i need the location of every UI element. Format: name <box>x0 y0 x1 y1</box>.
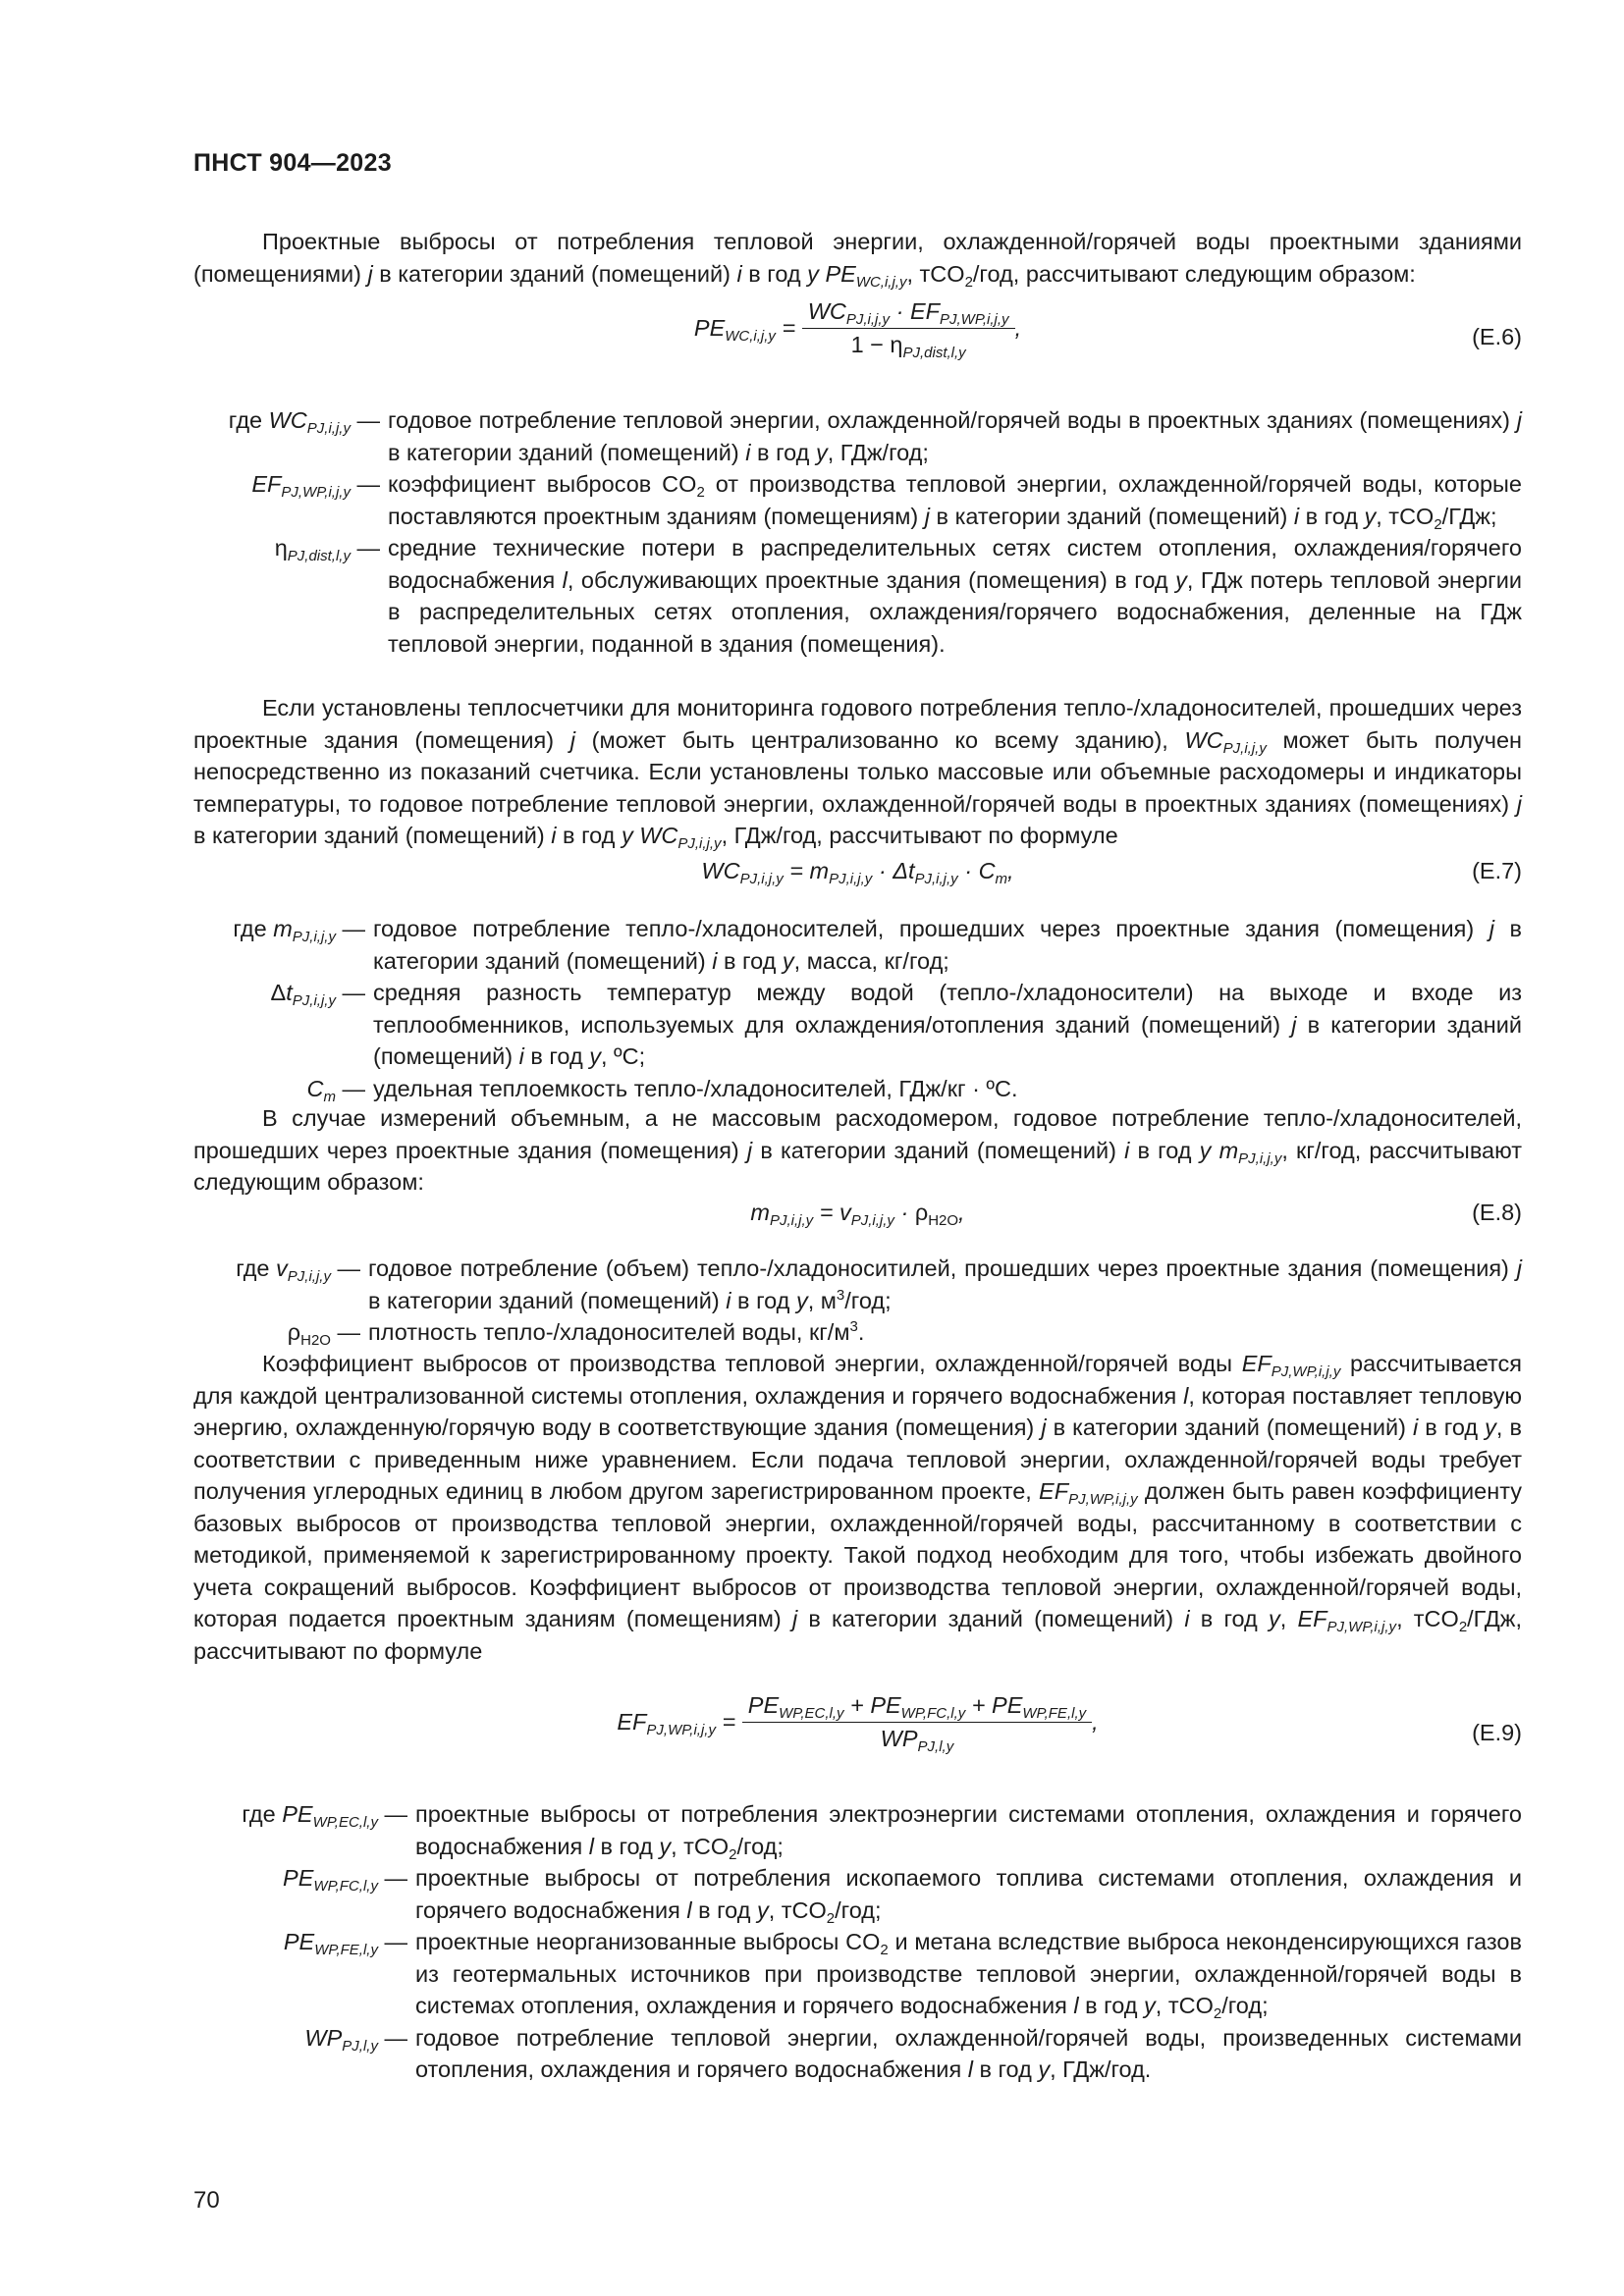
paragraph-volume: В случае измерений объемным, а не массовым расходомером, годовое потребление тепло-/хладоносителей, прошедших через проектные здания (помещения) j в категории зданий (помещений) i в год y $m_{PJ,i,j,y}$, кг/год, рассчитывают следующим образом: <box>193 1105 1522 1195</box>
equation-e7: $WC_{PJ,i,j,y} = m_{PJ,i,j,y} \cdot \Delta t_{PJ,i,j,y} \cdot C_m$, (Е.7) <box>701 858 1522 887</box>
equation-e9: $EF_{PJ,WP,i,j,y}$ = $\frac{PE_{WP,EC,l,y} + PE_{WP,FC,l,y} + PE_{WP,FE,l,y}}{WP_{PJ,l,y}}$ , (Е.9) <box>617 1692 1522 1755</box>
definition-item: $\eta_{PJ,dist,l,y}$ — средние технические потери в распределительных сетях систем отопления, охлаждения/горячего водоснабжения l, обслуживающих проектные здания (помещения) в год y, ГДж потерь тепловой энергии в распределительных сетях отопления, охлаждения/горячего водоснабжения, деленные на ГДж тепловой энергии, поданной в здания (помещения). <box>274 535 1522 657</box>
definitions-e6 <box>193 404 1522 660</box>
definition-item: $C_m$ — удельная теплоемкость тепло-/хладоносителей, ГДж/кг · ºС. <box>306 1075 1018 1105</box>
definition-item: где $PE_{WP,EC,l,y}$ — проектные выбросы от потребления электроэнергии системами отопления, охлаждения и горячего водоснабжения l в год y, тCO$_2$/год; <box>242 1801 1522 1863</box>
definition-item: где $v_{PJ,i,j,y}$ — годовое потребление (объем) тепло-/хладоноситилей, прошедших через проектные здания (помещения) j в категории зданий (помещений) i в год y, $м^3$/год; <box>236 1255 1522 1313</box>
definitions-e9 <box>193 1798 1522 2086</box>
definitions-e8 <box>193 1253 1522 1349</box>
definition-item: $WP_{PJ,l,y}$ — годовое потребление тепловой энергии, охлажденной/горячей воды, произведенных системами отопления, охлаждения и горячего водоснабжения l в год y, ГДж/год. <box>304 2024 1522 2082</box>
page-number: 70 <box>193 2187 220 2214</box>
equation-number: (Е.6) <box>1472 324 1522 349</box>
equation-number: (Е.9) <box>1472 1720 1522 1745</box>
equation-number: (Е.8) <box>1472 1200 1522 1225</box>
paragraph-meters: Если установлены теплосчетчики для мониторинга годового потребления тепло-/хладоносителей, прошедших через проектные здания (помещения) j (может быть централизованно ко всему зданию), $WC_{PJ,i,j,y}$ может быть получен непосредственно из показаний счетчика. Если установлены только массовые или объемные расходомеры и индикаторы температуры, то годовое потребление тепловой энергии, охлажденной/горячей воды в проектных зданиях (помещениях) j в категории зданий (помещений) i в год y $WC_{PJ,i,j,y}$, ГДж/год, рассчитывают по формуле <box>193 695 1523 852</box>
definition-item: $PE_{WP,FE,l,y}$ — проектные неорганизованные выбросы $CO_2$ и метана вследствие выброса неконденсирующихся газов из геотермальных источников при производстве тепловой энергии, охлажденной/горячей воды в системах отопления, охлаждения и горячего водоснабжения l в год y, тCO$_2$/год; <box>283 1929 1522 2022</box>
definition-item: где $WC_{PJ,i,j,y}$ — годовое потребление тепловой энергии, охлажденной/горячей воды в проектных зданиях (помещениях) j в категории зданий (помещений) i в год y, ГДж/год; <box>228 407 1522 465</box>
paragraph-intro: Проектные выбросы от потребления тепловой энергии, охлажденной/горячей воды проектными зданиями (помещениями) j в категории зданий (помещений) i в год y $PE_{WC,i,j,y}$, тCO$_2$/год, рассчитывают следующим образом: <box>193 229 1522 291</box>
definitions-e7 <box>193 913 1522 1104</box>
document-header: ПНСТ 904—2023 <box>193 149 392 177</box>
definition-item: где $m_{PJ,i,j,y}$ — годовое потребление тепло-/хладоносителей, прошедших через проектные здания (помещения) j в категории зданий (помещений) i в год y, масса, кг/год; <box>233 916 1522 974</box>
equation-e8: $m_{PJ,i,j,y} = v_{PJ,i,j,y} \cdot \rho_{H2O}$, (Е.8) <box>750 1200 1522 1229</box>
definition-item: $EF_{PJ,WP,i,j,y}$ — коэффициент выбросов $CO_2$ от производства тепловой энергии, охлажденной/горячей воды, которые поставляются проектным зданиям (помещениям) j в категории зданий (помещений) i в год y, тCO$_2$/ГДж; <box>251 471 1523 533</box>
definition-item: $PE_{WP,FC,l,y}$ — проектные выбросы от потребления ископаемого топлива системами отопления, охлаждения и горячего водоснабжения l в год y, тCO$_2$/год; <box>283 1865 1522 1927</box>
definition-item: $\Delta t_{PJ,i,j,y}$ — средняя разность температур между водой (тепло-/хладоносители) на выходе и входе из теплообменников, используемых для охлаждения/отопления зданий (помещений) j в категории зданий (помещений) i в год y, ºС; <box>270 980 1522 1069</box>
paragraph-emission-factor: Коэффициент выбросов от производства тепловой энергии, охлажденной/горячей воды $EF_{PJ,WP,i,j,y}$ рассчитывается для каждой централизованной системы отопления, охлаждения и горячего водоснабжения l, которая поставляет тепловую энергию, охлажденную/горячую воду в соответствующие здания (помещения) j в категории зданий (помещений) i в год y, в соответствии с приведенным ниже уравнением. Если подача тепловой энергии, охлажденной/горячей воды требует получения углеродных единиц в любом другом зарегистрированном проекте, $EF_{PJ,WP,i,j,y}$ должен быть равен коэффициенту базовых выбросов от производства тепловой энергии, охлажденной/горячей воды, рассчитанному в соответствии с методикой, применяемой к зарегистрированному проекту. Такой подход необходим для того, чтобы избежать двойного учета сокращений выбросов. Коэффициент выбросов от производства тепловой энергии, охлажденной/горячей воды, которая подается проектным зданиям (помещениям) j в категории зданий (помещений) i в год y, $EF_{PJ,WP,i,j,y}$, тCO$_2$/ГДж, рассчитывают по формуле <box>193 1351 1523 1664</box>
equation-e6: $PE_{WC,i,j,y}$ = $\frac{WC_{PJ,i,j,y} \cdot EF_{PJ,WP,i,j,y}}{1 - \eta_{PJ,dist,l,y}}$ , (Е.6) <box>693 298 1522 361</box>
definition-item: $\rho_{H2O}$ — плотность тепло-/хладоносителей воды, $кг/м^3$. <box>287 1318 865 1349</box>
equation-number: (Е.7) <box>1472 858 1522 883</box>
